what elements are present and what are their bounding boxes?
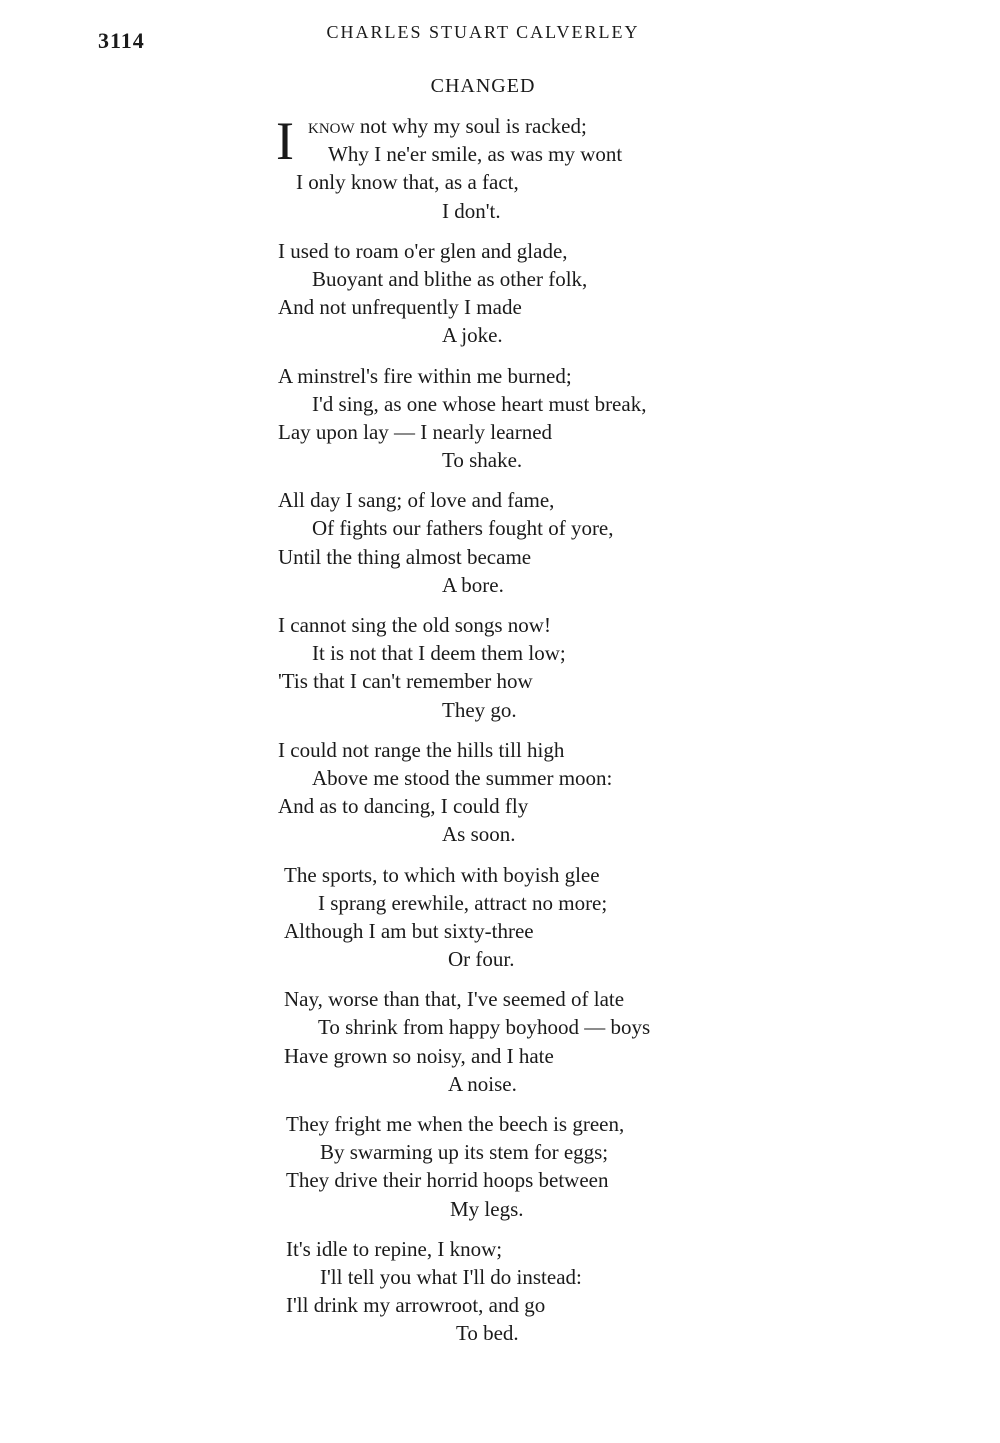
drop-cap: I — [276, 111, 294, 171]
stanza — [276, 1110, 796, 1223]
small-caps-word: know — [308, 114, 355, 138]
poem-line: I don't. — [442, 198, 501, 223]
poem-line: Buoyant and blithe as other folk, — [312, 266, 588, 291]
poem-line: And not unfrequently I made — [278, 295, 522, 320]
poem-line: Or four. — [448, 947, 515, 972]
poem-line: A noise. — [448, 1071, 517, 1096]
stanza — [276, 611, 796, 724]
poem-line: To shrink from happy boyhood — boys — [318, 1015, 651, 1040]
line-text: not why my soul is racked; — [354, 114, 587, 138]
poem-line: A minstrel's fire within me burned; — [278, 363, 572, 388]
poem-line: The sports, to which with boyish glee — [284, 862, 600, 887]
poem-line: They drive their horrid hoops between — [286, 1168, 609, 1193]
poem-line: Above me stood the summer moon: — [312, 765, 613, 790]
poem-line: It is not that I deem them low; — [312, 641, 566, 666]
stanza — [276, 362, 796, 475]
stanza — [276, 1235, 796, 1348]
poem-line: They go. — [442, 697, 517, 722]
poem-line: By swarming up its stem for eggs; — [320, 1140, 609, 1165]
poem-line: Have grown so noisy, and I hate — [284, 1043, 554, 1068]
stanza — [276, 736, 796, 849]
poem-line: I'll tell you what I'll do instead: — [320, 1264, 582, 1289]
poem-line: As soon. — [442, 822, 516, 847]
poem-line: A joke. — [442, 323, 503, 348]
poem-line: Lay upon lay — I nearly learned — [278, 419, 553, 444]
page-number: 3114 — [98, 28, 145, 53]
poem-line: Of fights our fathers fought of yore, — [312, 516, 614, 541]
stanza — [276, 237, 796, 350]
poem-line: They fright me when the beech is green, — [286, 1112, 625, 1136]
poem-line: A bore. — [442, 572, 504, 597]
poem-line: 'Tis that I can't remember how — [278, 669, 533, 694]
stanza — [276, 861, 796, 974]
poem-line: I'd sing, as one whose heart must break, — [312, 391, 647, 416]
poem-line: Nay, worse than that, I've seemed of late — [284, 987, 625, 1012]
stanza — [276, 486, 796, 599]
poem-title: CHANGED — [430, 75, 536, 97]
poem-line: All day I sang; of love and fame, — [278, 488, 555, 513]
poem-line: I sprang erewhile, attract no more; — [318, 890, 608, 915]
poem-line: To bed. — [456, 1321, 519, 1346]
poem-line: To shake. — [442, 448, 523, 473]
poem-line: I used to roam o'er glen and glade, — [278, 238, 568, 263]
poem-line: Why I ne'er smile, as was my wont — [328, 142, 623, 167]
poem-line: I cannot sing the old songs now! — [278, 613, 551, 637]
poem-line: I could not range the hills till high — [278, 737, 565, 762]
poem-line: And as to dancing, I could fly — [278, 794, 529, 819]
poem-line: My legs. — [450, 1196, 524, 1221]
poem-line: It's idle to repine, I know; — [286, 1236, 503, 1261]
poem-line: Until the thing almost became — [278, 544, 532, 569]
stanza — [276, 112, 796, 225]
stanza — [276, 985, 796, 1098]
poem-line: I'll drink my arrowroot, and go — [286, 1293, 546, 1318]
poem-line: Although I am but sixty-three — [284, 918, 534, 943]
poem-line: I only know that, as a fact, — [296, 170, 519, 195]
running-head: CHARLES STUART CALVERLEY — [326, 22, 640, 42]
poem-body — [276, 112, 796, 1360]
